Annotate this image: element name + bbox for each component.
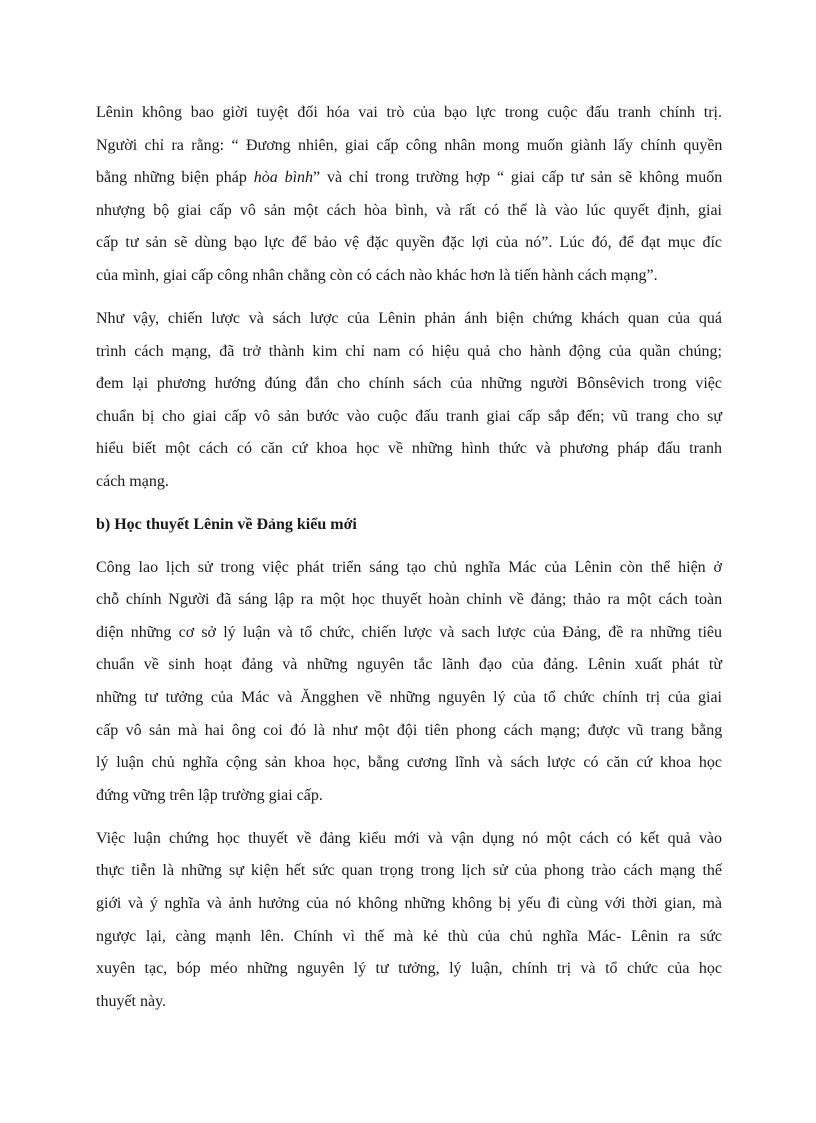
text-line: diện những cơ sở lý luận và tổ chức, chiến lược và sach lược của Đảng, đề ra những tiêu <box>96 623 722 641</box>
document-body <box>96 97 722 1029</box>
text-line: xuyên tạc, bóp méo những nguyên lý tư tưởng, lý luận, chính trị và tổ chức của học <box>96 960 722 978</box>
text-line: thuyết này. <box>96 992 167 1010</box>
text-line: hiểu biết một cách có căn cứ khoa học về những hình thức và phương pháp đấu tranh <box>96 440 722 458</box>
text-line: Việc luận chứng học thuyết về đảng kiểu mới và vận dụng nó một cách có kết quả vào <box>96 829 722 847</box>
text-line: ngược lại, càng mạnh lên. Chính vì thế mà kẻ thù của chủ nghĩa Mác- Lênin ra sức <box>96 927 722 945</box>
text-line: cách mạng. <box>96 473 169 491</box>
text-line: những tư tưởng của Mác và Ăngghen về những nguyên lý của tổ chức chính trị của giai <box>96 689 722 706</box>
text-line: Công lao lịch sử trong việc phát triển sáng tạo chủ nghĩa Mác của Lênin còn thể hiện ở <box>96 558 722 576</box>
paragraph-party-theory <box>96 823 722 1019</box>
heading-text: b) Học thuyết Lênin về Đảng kiểu mới <box>96 516 357 534</box>
text-line: thực tiễn là những sự kiện hết sức quan trọng trong lịch sử của phong trào cách mạng thế <box>96 862 722 880</box>
paragraph-strategy <box>96 303 722 499</box>
text-line: chuẩn bị cho giai cấp vô sản bước vào cuộc đấu tranh giai cấp sắp đến; vũ trang cho sự <box>96 407 722 425</box>
text-line-with-italic: bằng những biện pháp hòa bình” và chỉ trong trường hợp “ giai cấp tư sản sẽ không muốn <box>96 169 723 187</box>
text-line: nhượng bộ giai cấp vô sản một cách hòa bình, và rất có thể là vào lúc quyết định, giai <box>96 201 722 219</box>
text-line: Như vậy, chiến lược và sách lược của Lênin phản ánh biện chứng khách quan của quá <box>96 310 722 328</box>
text-line: giới và ý nghĩa và ảnh hưởng của nó không những không bị yếu đi cùng với thời gian, mà <box>96 895 722 913</box>
section-heading <box>96 509 722 541</box>
text-line: đem lại phương hướng đúng đắn cho chính sách của những người Bônsêvich trong việc <box>96 375 722 393</box>
text-line: cấp tư sản sẽ dùng bạo lực để bảo vệ đặc quyền đặc lợi của nó”. Lúc đó, để đạt mục đíc <box>96 234 722 252</box>
text-line: Người chỉ ra rằng: “ Đương nhiên, giai cấp công nhân mong muốn giành lấy chính quyền <box>96 136 723 154</box>
text-line: chỗ chính Người đã sáng lập ra một học thuyết hoàn chỉnh về đảng; thảo ra một cách toàn <box>96 591 723 609</box>
text-line: trình cách mạng, đã trở thành kim chỉ nam có hiệu quả cho hành động của quần chúng; <box>96 342 722 360</box>
text-line: đứng vững trên lập trường giai cấp. <box>96 786 323 804</box>
text-line: của mình, giai cấp công nhân chẳng còn có cách nào khác hơn là tiến hành cách mạng”. <box>96 266 658 284</box>
paragraph-historical-merit <box>96 552 722 813</box>
text-line: Lênin không bao giời tuyệt đối hóa vai trò của bạo lực trong cuộc đấu tranh chính trị. <box>96 104 722 121</box>
text-line: cấp vô sản mà hai ông coi đó là như một đội tiên phong cách mạng; được vũ trang bằng <box>96 721 723 739</box>
text-line: lý luận chủ nghĩa cộng sản khoa học, bằng cương lĩnh và sách lược có căn cứ khoa học <box>96 754 722 772</box>
italic-phrase: hòa bình <box>253 169 314 187</box>
text-line: chuẩn về sinh hoạt đảng và những nguyên tắc lãnh đạo của đảng. Lênin xuất phát từ <box>96 656 722 674</box>
paragraph-lenin-violence <box>96 97 722 293</box>
